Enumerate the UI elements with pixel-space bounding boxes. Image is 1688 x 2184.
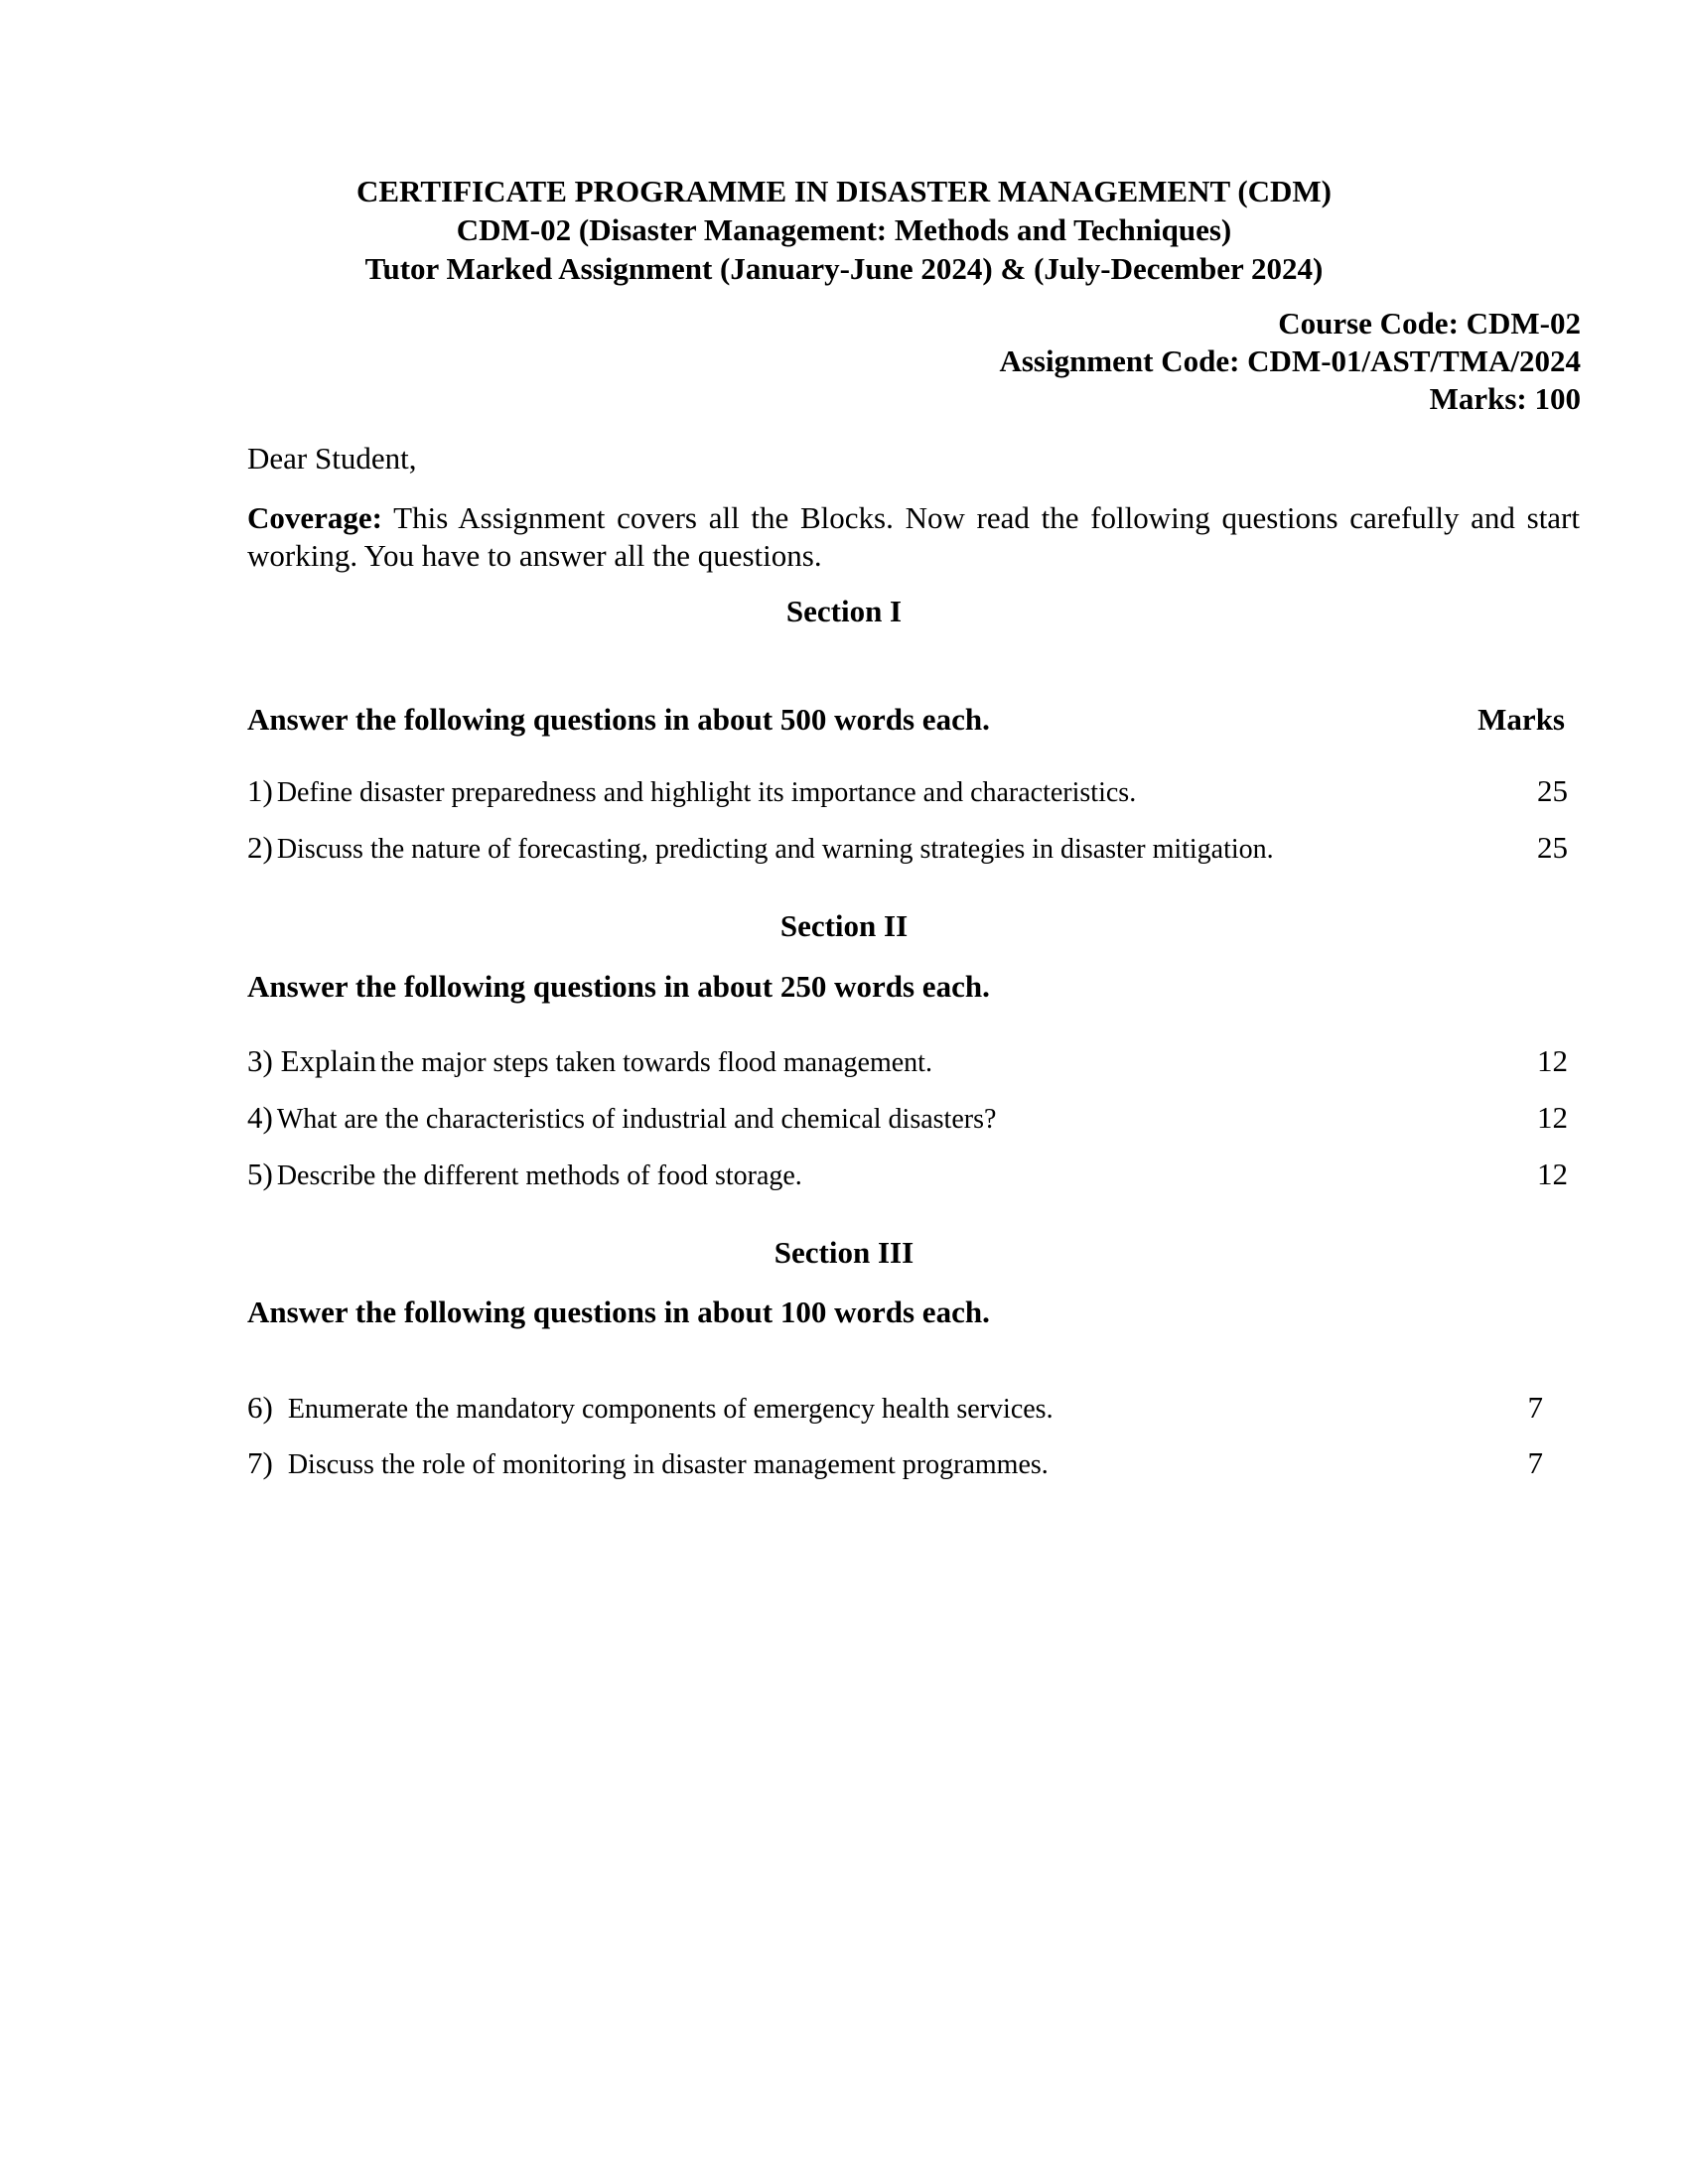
question-number: 6) xyxy=(247,1390,273,1425)
coverage-label: Coverage: xyxy=(247,500,382,535)
question-row xyxy=(247,1444,1543,1482)
question-text: the major steps taken towards flood management. xyxy=(380,1047,932,1078)
question-marks: 12 xyxy=(1537,1157,1568,1191)
question-text: Discuss the role of monitoring in disaster management programmes. xyxy=(280,1449,1049,1480)
total-marks: Marks: 100 xyxy=(1429,381,1581,416)
question-row xyxy=(247,829,1568,867)
question-number: 7) xyxy=(247,1445,273,1480)
question-marks: 7 xyxy=(1527,1390,1543,1425)
course-code: Course Code: CDM-02 xyxy=(1278,306,1581,341)
section-2-instruction: Answer the following questions in about 250 words each. xyxy=(247,969,990,1004)
question-marks: 25 xyxy=(1537,773,1568,808)
assignment-code: Assignment Code: CDM-01/AST/TMA/2024 xyxy=(999,343,1581,378)
section-3-instruction: Answer the following questions in about 100 words each. xyxy=(247,1295,990,1329)
coverage-paragraph xyxy=(247,499,1580,575)
coverage-text: This Assignment covers all the Blocks. Now read the following questions carefully and start working. You have to answer all the questions. xyxy=(247,500,1580,573)
question-text: Discuss the nature of forecasting, predicting and warning strategies in disaster mitigation. xyxy=(276,834,1274,865)
question-marks: 25 xyxy=(1537,830,1568,865)
question-row xyxy=(247,1099,1568,1137)
section-1-title: Section I xyxy=(785,594,903,628)
question-row xyxy=(247,1156,1568,1193)
question-text: Define disaster preparedness and highlight its importance and characteristics. xyxy=(276,777,1137,808)
question-row xyxy=(247,1042,1568,1080)
section-3-title: Section III xyxy=(774,1235,914,1270)
marks-column-header: Marks xyxy=(1477,702,1565,737)
question-number: 3) Explain xyxy=(247,1043,376,1078)
question-text: Enumerate the mandatory components of emergency health services. xyxy=(280,1394,1054,1425)
question-number: 1) xyxy=(247,773,273,808)
question-marks: 7 xyxy=(1527,1445,1543,1480)
salutation: Dear Student, xyxy=(247,441,417,476)
question-marks: 12 xyxy=(1537,1100,1568,1135)
question-row xyxy=(247,772,1568,810)
question-number: 4) xyxy=(247,1100,273,1135)
question-text: Describe the different methods of food storage. xyxy=(276,1160,802,1191)
question-number: 2) xyxy=(247,830,273,865)
section-1-instruction: Answer the following questions in about 500 words each. xyxy=(247,702,990,737)
question-row xyxy=(247,1389,1543,1427)
question-number: 5) xyxy=(247,1157,273,1191)
course-title: CDM-02 (Disaster Management: Methods and Techniques) xyxy=(456,212,1232,247)
question-marks: 12 xyxy=(1537,1043,1568,1078)
question-text: What are the characteristics of industrial and chemical disasters? xyxy=(276,1104,997,1135)
programme-title: CERTIFICATE PROGRAMME IN DISASTER MANAGEMENT (CDM) xyxy=(355,174,1333,208)
assignment-period-title: Tutor Marked Assignment (January-June 2024) & (July-December 2024) xyxy=(364,251,1324,286)
section-2-title: Section II xyxy=(779,908,909,943)
